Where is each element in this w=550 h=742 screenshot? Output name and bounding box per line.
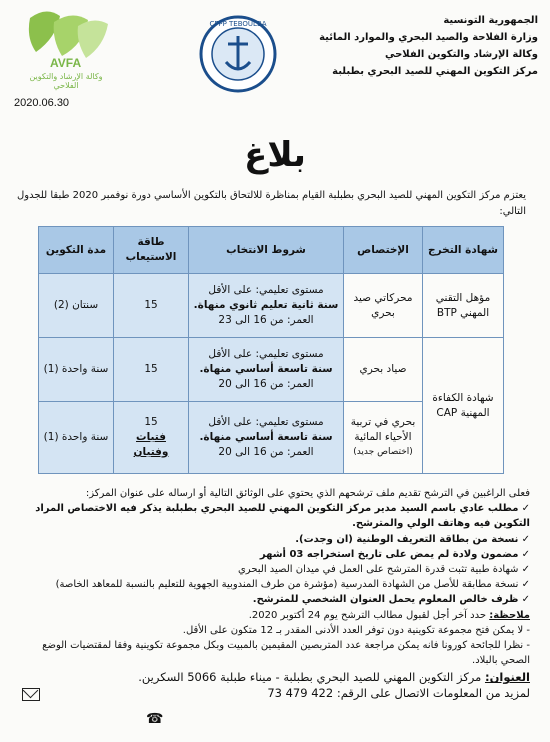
specialty-text: بحري في تربية الأحياء المائية <box>350 416 416 443</box>
avfa-logo <box>16 8 116 92</box>
ministry-line: وكالة الإرشاد والتكوين الفلاحي <box>384 49 538 60</box>
requirement-text: نسخة مطابقة للأصل من الشهادة المدرسية (مؤشرة من طرف المندوبية الجهوية للتعليم بالنسبة للمعاهد الخاصة) <box>55 579 519 591</box>
phone-icon: ☎ <box>146 711 164 727</box>
list-item: ✓ ظرف خالص المعلوم يحمل العنوان الشخصي للمترشح. <box>252 594 530 606</box>
header-duration: مدة التكوين <box>39 227 114 274</box>
note-line: - لا يمكن فتح مجموعة تكوينية دون توفر العدد الأدنى المقدر بـ 12 متكون على الأقل. <box>182 624 530 636</box>
requirement-text: ظرف خالص المعلوم يحمل العنوان الشخصي للمترشح. <box>252 594 519 606</box>
cell-conditions <box>189 274 344 338</box>
cell-specialty <box>344 402 423 474</box>
page-title: بلاغ <box>244 135 306 175</box>
condition-line: مستوى تعليمي: على الأقل <box>208 284 324 296</box>
note-text: نظرا للجائحة كورونا فانه يمكن مراجعة عدد المتربصين المقيمين بالمبيت وبكل مجموعة تكوينية وفقا لمقتضيات الوضع الصحي بالبلاد. <box>42 640 530 667</box>
condition-line: مستوى تعليمي: على الأقل <box>208 416 324 428</box>
list-item: ✓ شهادة طبية تثبت قدرة المترشح على العمل في ميدان الصيد البحري <box>237 564 530 576</box>
note-line: حدد آخر أجل لقبول مطالب الترشح يوم 24 أكتوبر 2020. <box>248 609 487 621</box>
table-header-row <box>39 227 504 274</box>
ministry-line: مركز التكوين المهني للصيد البحري بطبلبة <box>332 66 538 77</box>
cell-capacity: 15 <box>114 274 189 338</box>
requirement-text: نسخة من بطاقة التعريف الوطنية (ان وجدت). <box>295 533 519 545</box>
cell-duration: سنتان (2) <box>39 274 114 338</box>
mail-icon <box>22 688 40 701</box>
condition-line: العمر: من 16 الى 20 <box>218 446 314 458</box>
table-row <box>39 338 504 402</box>
note-text: لا يمكن فتح مجموعة تكوينية دون توفر العدد الأدنى المقدر بـ 12 متكون على الأقل. <box>182 624 524 636</box>
address-text: مركز التكوين المهني للصيد البحري بطبلبة - ميناء طبلبة 5066 السكرين. <box>138 670 482 685</box>
header-conditions: شروط الانتخاب <box>189 227 344 274</box>
notes-block <box>18 608 530 623</box>
notes-label: ملاحظة: <box>489 609 530 621</box>
condition-line: مستوى تعليمي: على الأقل <box>208 348 324 360</box>
table-row <box>39 274 504 338</box>
cell-conditions <box>189 338 344 402</box>
requirements-section <box>18 486 530 701</box>
seal-text: CFPP TEBOULBA <box>209 20 267 28</box>
list-item: ✓ مطلب عادي باسم السيد مدير مركز التكوين المهني للصيد البحري بطبلبة يذكر فيه الاختصاص المراد التكوين فيه وهاتف الولي والمترشح. <box>35 503 530 530</box>
intro-paragraph: يعتزم مركز التكوين المهني للصيد البحري بطبلبة القيام بمناظرة للالتحاق بالتكوين الأساسي دورة نوفمبر 2020 طبقا للجدول التالي: <box>17 190 526 217</box>
list-item: ✓ نسخة مطابقة للأصل من الشهادة المدرسية (مؤشرة من طرف المندوبية الجهوية للتعليم بالنسبة للمعاهد الخاصة) <box>55 579 530 591</box>
ministry-line: وزارة الفلاحة والصيد البحري والموارد المائية <box>319 32 538 43</box>
cell-duration: سنة واحدة (1) <box>39 402 114 474</box>
list-item: ✓ مضمون ولادة لم يمض على تاريخ استخراجه 03 أشهر <box>259 548 530 560</box>
condition-line: العمر: من 16 الى 20 <box>218 378 314 390</box>
capacity-value: 15 <box>144 416 158 428</box>
cell-certificate: مؤهل التقني المهني BTP <box>423 274 504 338</box>
requirements-intro: فعلى الراغبين في الترشح تقديم ملف ترشحهم الذي يحتوي على الوثائق التالية أو ارساله على عنوان المركز: <box>85 488 530 499</box>
header-certificate: شهادة التخرج <box>423 227 504 274</box>
requirement-text: مطلب عادي باسم السيد مدير مركز التكوين المهني للصيد البحري بطبلبة يذكر فيه الاختصاص المراد التكوين فيه وهاتف الولي والمترشح. <box>35 503 530 530</box>
header-specialty: الإختصاص <box>344 227 423 274</box>
header-capacity: طاقة الاستيعاب <box>114 227 189 274</box>
cell-duration: سنة واحدة (1) <box>39 338 114 402</box>
cell-specialty: صياد بحري <box>344 338 423 402</box>
list-item: ✓ نسخة من بطاقة التعريف الوطنية (ان وجدت). <box>295 533 530 545</box>
avfa-logo-subtitle: وكالة الإرشاد والتكوين الفلاحي <box>29 72 103 90</box>
ministry-header <box>238 12 538 80</box>
cell-capacity: 15 <box>114 338 189 402</box>
cell-conditions <box>189 402 344 474</box>
announcement-date: 2020.06.30 <box>14 97 70 109</box>
new-specialty-note: (اختصاص جديد) <box>353 447 413 457</box>
cell-capacity <box>114 402 189 474</box>
requirement-text: شهادة طبية تثبت قدرة المترشح على العمل في ميدان الصيد البحري <box>237 564 519 576</box>
avfa-logo-text: AVFA <box>50 56 82 70</box>
note-line: - نظرا للجائحة كورونا فانه يمكن مراجعة عدد المتربصين المقيمين بالمبيت وبكل مجموعة تكوينية وفقا لمقتضيات الوضع الصحي بالبلاد. <box>42 640 530 667</box>
contact-label: لمزيد من المعلومات الاتصال على الرقم: <box>336 685 530 700</box>
condition-line: سنة ثانية تعليم ثانوي منهاة. <box>193 299 339 311</box>
requirement-text: مضمون ولادة لم يمض على تاريخ استخراجه 03 أشهر <box>259 548 519 560</box>
cell-specialty: محركاتي صيد بحري <box>344 274 423 338</box>
capacity-note: فتيات وفتيان <box>133 431 169 458</box>
condition-line: سنة تاسعة أساسي منهاة. <box>199 431 333 443</box>
schedule-table <box>38 226 504 474</box>
phone-number: 73 479 422 <box>267 685 334 700</box>
ministry-line: الجمهورية التونسية <box>443 15 538 26</box>
address-line <box>18 670 530 685</box>
contact-line <box>18 686 530 701</box>
condition-line: سنة تاسعة أساسي منهاة. <box>199 363 333 375</box>
condition-line: العمر: من 16 الى 23 <box>218 314 314 326</box>
address-label: العنوان: <box>484 670 530 685</box>
cell-certificate: شهادة الكفاءة المهنية CAP <box>423 338 504 474</box>
